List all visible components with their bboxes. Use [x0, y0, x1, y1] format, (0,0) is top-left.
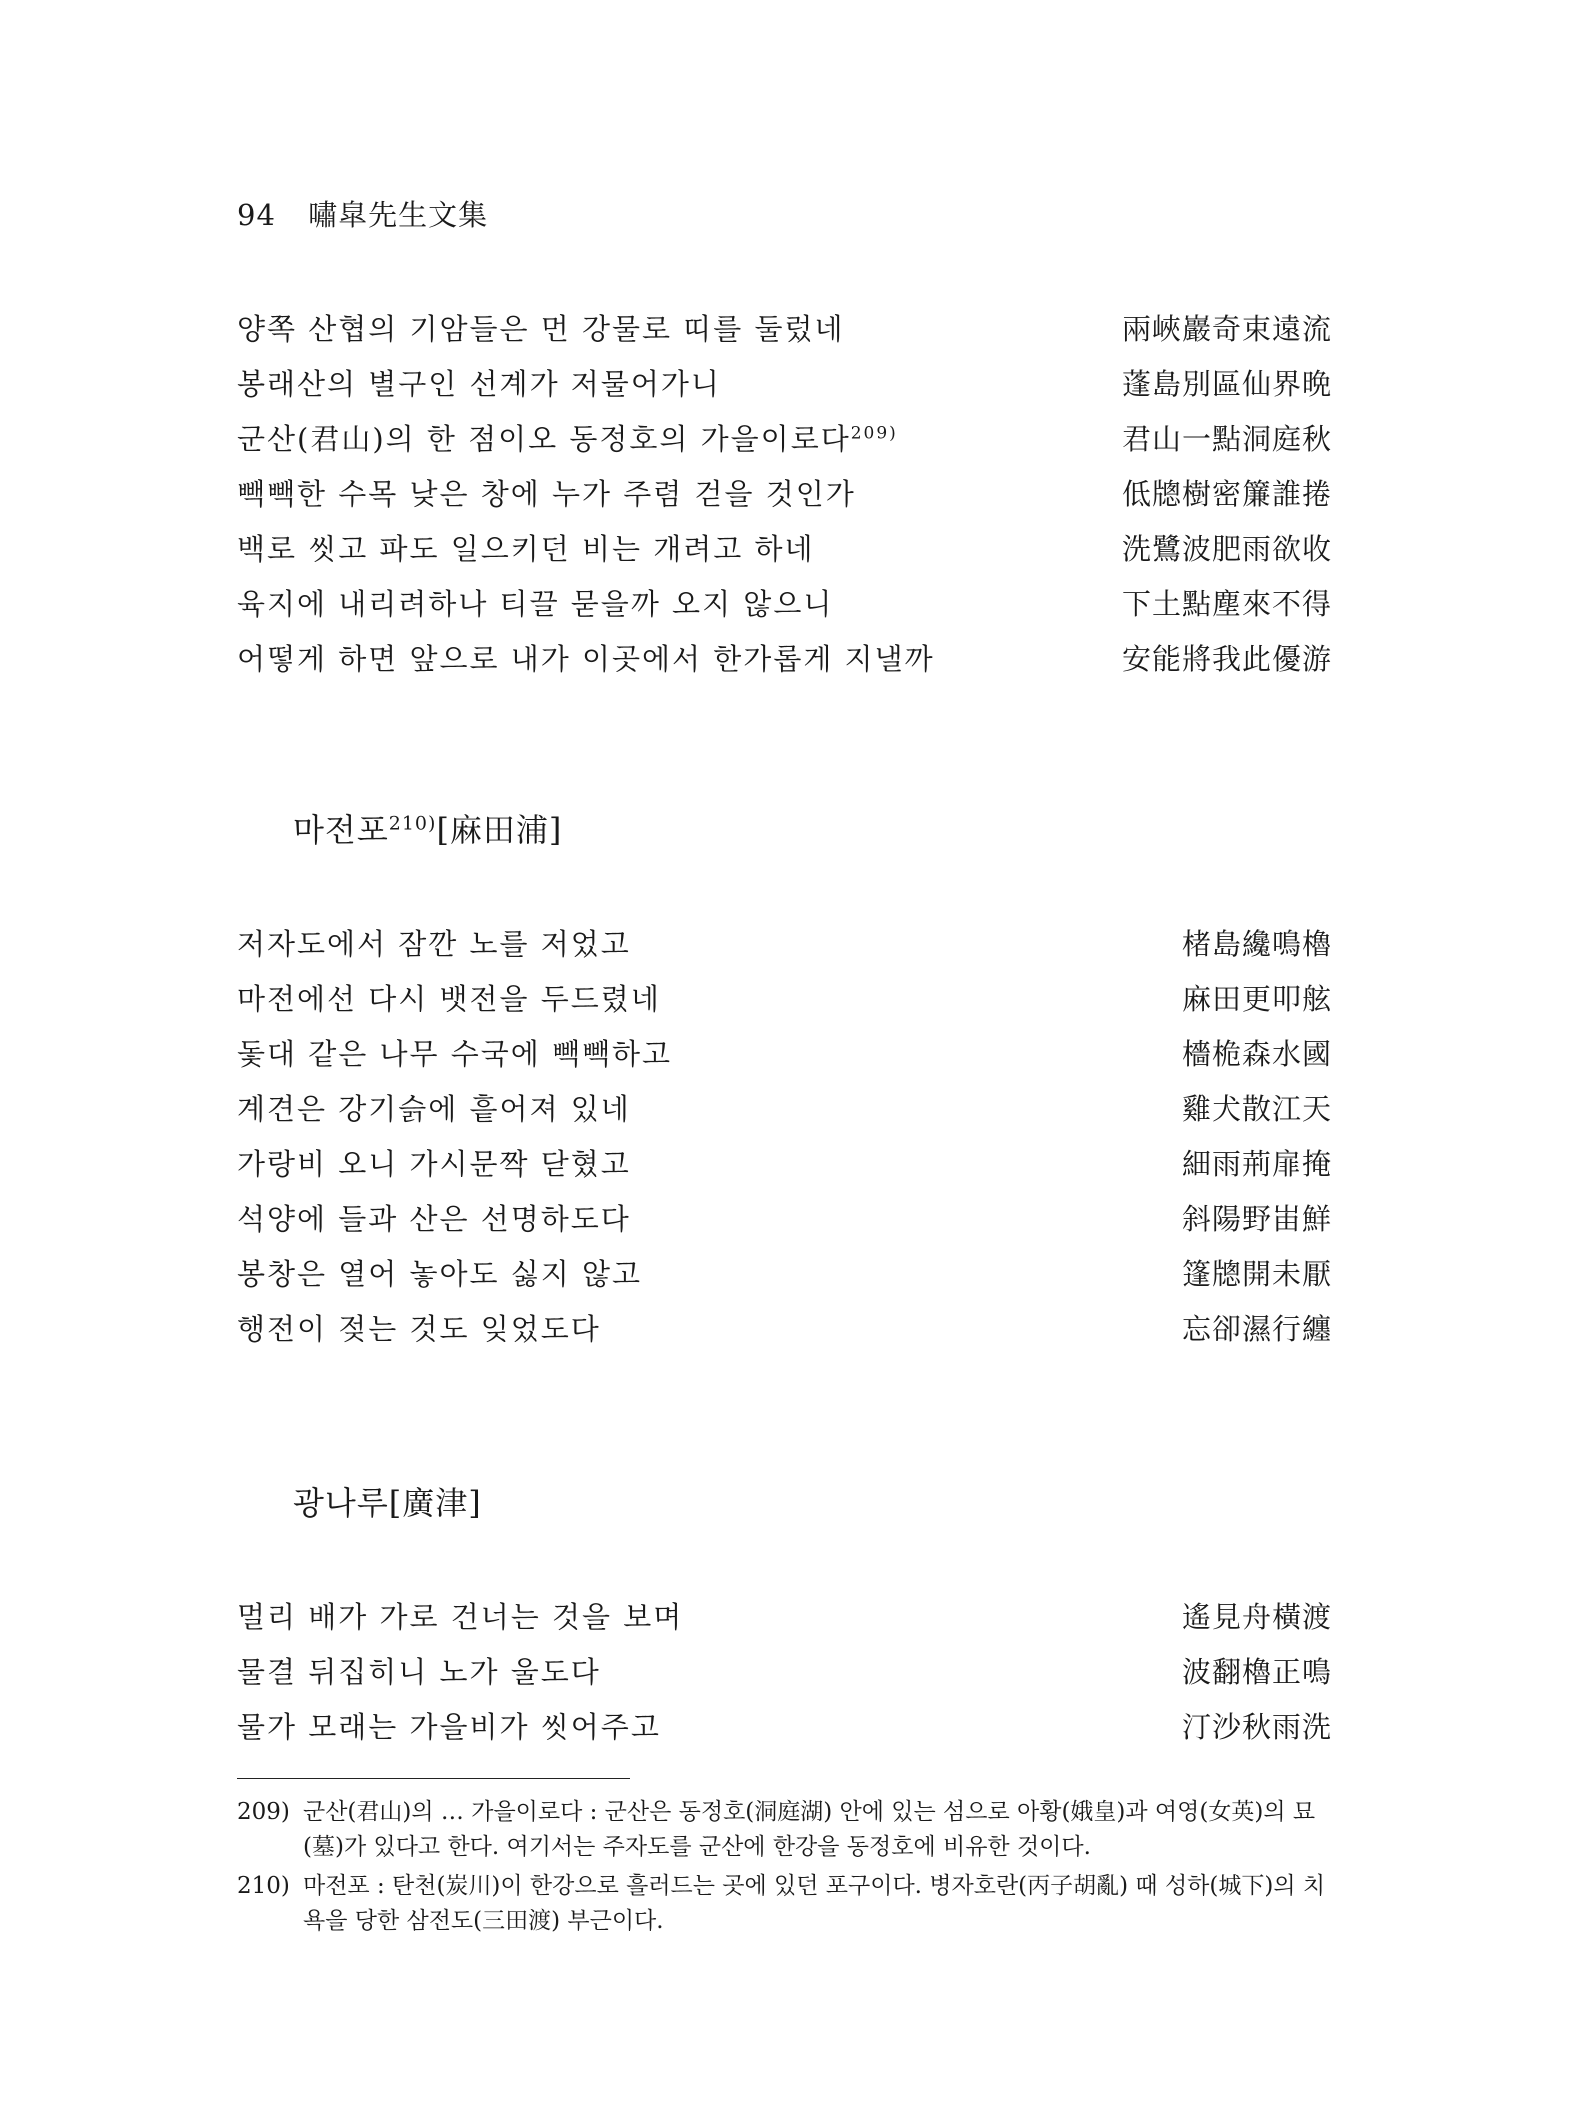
poem-line [237, 575, 1332, 630]
korean-line: 양쪽 산협의 기암들은 먼 강물로 띠를 둘렀네 [237, 312, 845, 346]
korean-line: 계견은 강기슭에 흩어져 있네 [237, 1092, 631, 1126]
hanja-line: 安能將我此優游 [1121, 642, 1332, 676]
hanja-line: 雞犬散江天 [1181, 1092, 1332, 1126]
footnote-ref-210[interactable]: 210) [388, 812, 437, 835]
poem-line [237, 630, 1332, 685]
poem-3 [237, 1588, 1332, 1753]
korean-line: 물가 모래는 가을비가 씻어주고 [237, 1710, 661, 1744]
korean-line: 어떻게 하면 앞으로 내가 이곳에서 한가롭게 지낼까 [237, 642, 935, 676]
poem-line [237, 970, 1332, 1025]
korean-line: 가랑비 오니 가시문짝 닫혔고 [237, 1147, 631, 1181]
hanja-line: 斜陽野峀鮮 [1181, 1202, 1332, 1236]
poem-line [237, 1643, 1332, 1698]
poem-line [237, 465, 1332, 520]
footnote-ref-209[interactable]: 209) [850, 423, 898, 444]
hanja-line: 檣桅森水國 [1181, 1037, 1332, 1071]
hanja-line: 楮島纔鳴櫓 [1181, 927, 1332, 961]
korean-line [237, 417, 898, 458]
korean-line: 석양에 들과 산은 선명하도다 [237, 1202, 631, 1236]
footnote-210 [237, 1869, 1337, 1939]
running-header [237, 193, 488, 234]
poem-line [237, 1025, 1332, 1080]
korean-line-text: 군산(君山)의 한 점이오 동정호의 가을이로다 [237, 422, 851, 456]
page-number: 94 [237, 198, 276, 232]
korean-line: 빽빽한 수목 낮은 창에 누가 주렴 걷을 것인가 [237, 477, 856, 511]
hanja-line: 篷牕開未厭 [1181, 1257, 1332, 1291]
korean-line: 육지에 내리려하나 티끌 묻을까 오지 않으니 [237, 587, 834, 621]
hanja-line: 下土點塵來不得 [1121, 587, 1332, 621]
footnote-divider [237, 1778, 630, 1779]
hanja-line: 兩峽巖奇束遠流 [1121, 312, 1332, 346]
title-hanja: [麻田浦] [436, 811, 563, 849]
hanja-line: 麻田更叩舷 [1181, 982, 1332, 1016]
footnote-text: 마전포 : 탄천(炭川)이 한강으로 흘러드는 곳에 있던 포구이다. 병자호란(丙子胡亂) 때 성하(城下)의 치욕을 당한 삼전도(三田渡) 부근이다. [303, 1873, 1326, 1934]
hanja-line: 遙見舟橫渡 [1181, 1600, 1332, 1634]
hanja-line: 波翻櫓正鳴 [1181, 1655, 1332, 1689]
footnote-text: 군산(君山)의 … 가을이로다 : 군산은 동정호(洞庭湖) 안에 있는 섬으로 아황(娥皇)과 여영(女英)의 묘(墓)가 있다고 한다. 여기서는 주자도를 군산에 한강을 동정호에 비유한 것이다. [303, 1799, 1316, 1860]
title-korean: 마전포 [293, 811, 389, 849]
poem-2 [237, 915, 1332, 1355]
hanja-line: 君山一點洞庭秋 [1121, 422, 1332, 456]
poem-line [237, 355, 1332, 410]
hanja-line: 低牕樹密簾誰捲 [1121, 477, 1332, 511]
poem-line [237, 1190, 1332, 1245]
poem-line [237, 1698, 1332, 1753]
hanja-line: 細雨荊扉掩 [1181, 1147, 1332, 1181]
korean-line: 봉창은 열어 놓아도 싫지 않고 [237, 1257, 643, 1291]
korean-line: 봉래산의 별구인 선계가 저물어가니 [237, 367, 721, 401]
book-title: 嘯皐先生文集 [308, 198, 489, 232]
poem-line [237, 410, 1332, 465]
korean-line: 돛대 같은 나무 수국에 빽빽하고 [237, 1037, 673, 1071]
korean-line: 마전에선 다시 뱃전을 두드렸네 [237, 982, 661, 1016]
footnotes [237, 1795, 1337, 1943]
hanja-line: 忘卻濕行纏 [1181, 1312, 1332, 1346]
poem-line [237, 1300, 1332, 1355]
hanja-line: 汀沙秋雨洗 [1181, 1710, 1332, 1744]
hanja-line: 蓬島別區仙界晩 [1121, 367, 1332, 401]
poem-1 [237, 300, 1332, 685]
poem-2-title [293, 805, 562, 851]
korean-line: 행전이 젖는 것도 잊었도다 [237, 1312, 601, 1346]
footnote-209 [237, 1795, 1337, 1865]
korean-line: 저자도에서 잠깐 노를 저었고 [237, 927, 631, 961]
poem-line [237, 520, 1332, 575]
hanja-line: 洗鷺波肥雨欲收 [1121, 532, 1332, 566]
poem-line [237, 915, 1332, 970]
poem-3-title: 광나루[廣津] [293, 1484, 482, 1522]
korean-line: 백로 씻고 파도 일으키던 비는 개려고 하네 [237, 532, 815, 566]
poem-line [237, 300, 1332, 355]
korean-line: 멀리 배가 가로 건너는 것을 보며 [237, 1600, 684, 1634]
poem-line [237, 1588, 1332, 1643]
poem-line [237, 1135, 1332, 1190]
footnote-number: 209) [237, 1799, 290, 1825]
footnote-number: 210) [237, 1873, 290, 1899]
poem-line [237, 1245, 1332, 1300]
korean-line: 물결 뒤집히니 노가 울도다 [237, 1655, 601, 1689]
poem-line [237, 1080, 1332, 1135]
